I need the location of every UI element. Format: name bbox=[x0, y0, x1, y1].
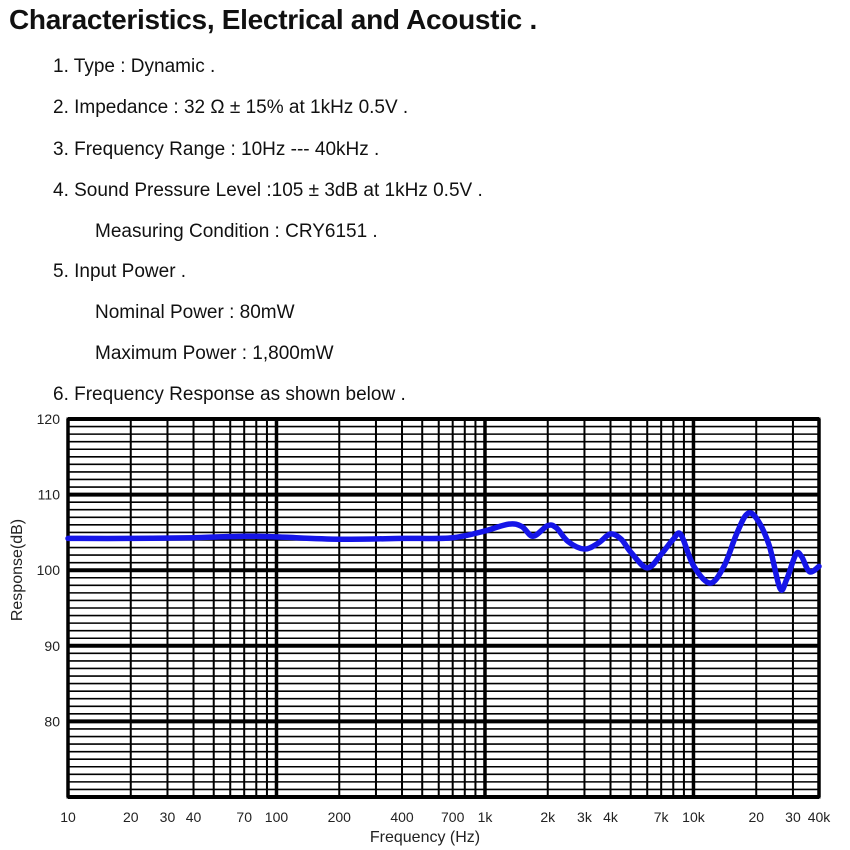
x-tick-label: 700 bbox=[441, 809, 465, 825]
x-tick-label: 3k bbox=[577, 809, 592, 825]
spec-nominal-power: Nominal Power : 80mW bbox=[95, 302, 295, 323]
minor-gridlines bbox=[68, 419, 819, 797]
x-tick-label: 10k bbox=[682, 809, 705, 825]
document-title: Characteristics, Electrical and Acoustic . bbox=[9, 4, 537, 35]
x-tick-label: 200 bbox=[327, 809, 351, 825]
spec-impedance: 2. Impedance : 32 Ω ± 15% at 1kHz 0.5V . bbox=[53, 97, 409, 118]
x-tick-label: 10 bbox=[60, 809, 76, 825]
x-tick-label: 4k bbox=[603, 809, 618, 825]
y-tick-label: 100 bbox=[36, 562, 60, 579]
y-axis-ticks bbox=[37, 411, 61, 729]
spec-type: 1. Type : Dynamic . bbox=[53, 56, 216, 77]
x-tick-label: 40 bbox=[185, 809, 202, 825]
x-tick-label: 1k bbox=[477, 809, 493, 825]
x-tick-label: 30 bbox=[159, 809, 176, 825]
spec-maximum-power: Maximum Power : 1,800mW bbox=[95, 343, 334, 364]
x-tick-label: 2k bbox=[540, 809, 556, 825]
y-tick-label: 120 bbox=[36, 411, 60, 427]
x-tick-label: 30 bbox=[785, 809, 801, 825]
x-tick-label: 20 bbox=[748, 809, 765, 825]
x-axis-label: Frequency (Hz) bbox=[369, 829, 481, 846]
spec-input-power: 5. Input Power . bbox=[53, 261, 187, 282]
y-tick-label: 80 bbox=[44, 713, 60, 730]
spec-frequency-response: 6. Frequency Response as shown below . bbox=[53, 384, 406, 405]
x-tick-label: 40k bbox=[807, 809, 831, 825]
x-axis-ticks bbox=[60, 809, 831, 825]
x-tick-label: 100 bbox=[264, 809, 289, 825]
x-tick-label: 20 bbox=[122, 809, 139, 825]
x-tick-label: 7k bbox=[653, 809, 669, 825]
spec-frequency-range: 3. Frequency Range : 10Hz --- 40kHz . bbox=[53, 139, 380, 160]
spec-measuring-condition: Measuring Condition : CRY6151 . bbox=[95, 221, 378, 242]
y-tick-label: 90 bbox=[44, 637, 60, 654]
y-tick-label: 110 bbox=[37, 486, 60, 503]
x-tick-label: 400 bbox=[390, 809, 414, 825]
spec-sound-pressure-level: 4. Sound Pressure Level :105 ± 3dB at 1kHz 0.5V . bbox=[53, 180, 483, 201]
y-axis-label: Response(dB) bbox=[9, 518, 26, 622]
x-tick-label: 70 bbox=[236, 809, 252, 825]
